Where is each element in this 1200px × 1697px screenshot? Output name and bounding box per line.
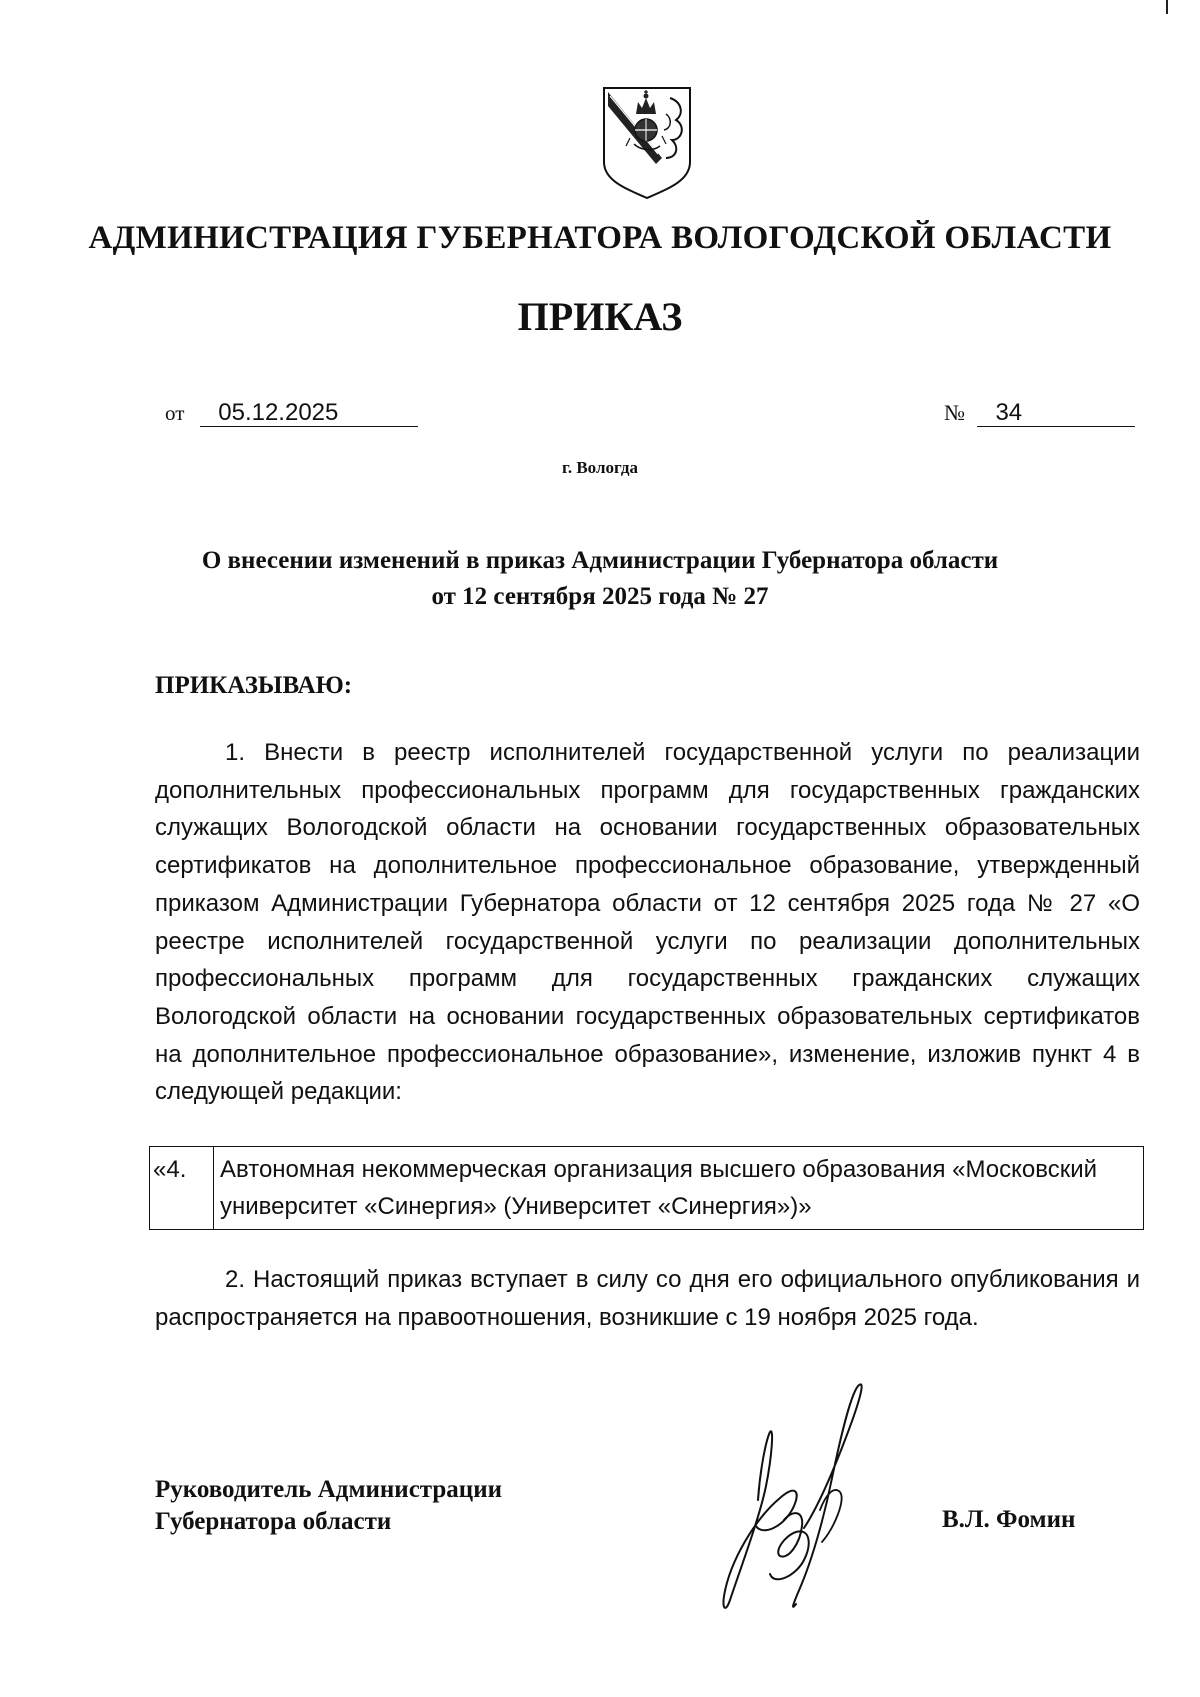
coat-of-arms-icon: [600, 84, 694, 200]
document-title-line-2: от 12 сентября 2025 года № 27: [431, 583, 769, 610]
date-prefix: от: [165, 401, 185, 425]
document-type: ПРИКАЗ: [517, 294, 683, 339]
paragraph-2: 2. Настоящий приказ вступает в силу со дня его официального опубликования и распространяется на правоотношения, возникшие с 19 ноября 2025 года.: [155, 1266, 1140, 1331]
organization-name: АДМИНИСТРАЦИЯ ГУБЕРНАТОРА ВОЛОГОДСКОЙ ОБЛАСТИ: [88, 220, 1112, 256]
signer-name: В.Л. Фомин: [942, 1506, 1076, 1533]
document-title: [0, 543, 1200, 615]
order-word: ПРИКАЗЫВАЮ:: [155, 672, 353, 699]
amendment-item-text: Автономная некоммерческая организация высшего образования «Московский университет «Синергия» (Университет «Синергия»)»: [214, 1147, 1144, 1230]
amendment-item-number: «4.: [150, 1147, 214, 1230]
date-row: [165, 400, 418, 427]
signer-position: [155, 1474, 502, 1538]
document-number: 34: [977, 400, 1135, 427]
number-row: [944, 400, 1135, 427]
document-date: 05.12.2025: [200, 400, 418, 427]
amendment-row: [150, 1147, 1144, 1230]
paragraph-1: 1. Внести в реестр исполнителей государственной услуги по реализации дополнительных профессиональных программ для государственных гражданских служащих Вологодской области на основании государственных образовательных сертификатов на дополнительное профессиональное образование, утвержденный приказом Администрации Губернатора области от 12 сентября 2025 года № 27 «О реестре исполнителей государственной услуги по реализации дополнительных профессиональных программ для государственных гражданских служащих Вологодской области на основании государственных образовательных сертификатов на дополнительное профессиональное образование», изменение, изложив пункт 4 в следующей редакции:: [155, 739, 1140, 1106]
document-title-line-1: О внесении изменений в приказ Администрации Губернатора области: [201, 547, 999, 574]
signer-position-line-1: Руководитель Администрации: [155, 1476, 502, 1503]
signer-position-line-2: Губернатора области: [155, 1508, 392, 1535]
city: г. Вологда: [562, 458, 638, 477]
amendment-table: [149, 1146, 1144, 1230]
scan-mark: [1166, 0, 1168, 14]
handwritten-signature-icon: [700, 1360, 890, 1635]
number-prefix: №: [944, 400, 965, 425]
